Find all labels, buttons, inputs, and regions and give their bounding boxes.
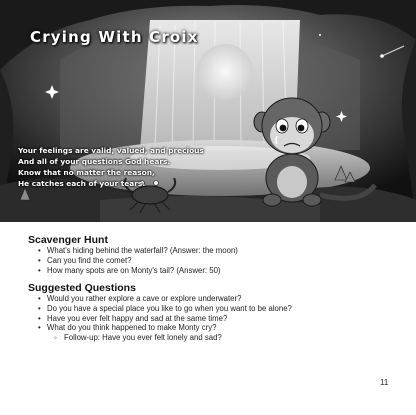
list-item: • How many spots are on Monty's tail? (Answer: 50)	[38, 266, 398, 276]
poem-line: Know that no matter the reason,	[18, 168, 155, 177]
page-number: 11	[380, 378, 389, 387]
list-item: • What's hiding behind the waterfall? (Answer: the moon)	[38, 246, 398, 256]
list-item: • Do you have a special place you like to go when you want to be alone?	[38, 304, 398, 314]
scavenger-hunt-list	[28, 246, 398, 276]
list-item: • Can you find the comet?	[38, 256, 398, 266]
poem-line: Your feelings are valid, valued, and precious	[18, 146, 204, 155]
list-sub-item: ◦ Follow-up: Have you ever felt lonely and sad?	[38, 333, 398, 343]
activity-section	[28, 234, 398, 343]
list-item: • Have you ever felt happy and sad at the same time?	[38, 314, 398, 324]
scavenger-hunt-heading: Scavenger Hunt	[28, 234, 108, 246]
suggested-questions-heading: Suggested Questions	[28, 281, 136, 294]
suggested-questions-list	[28, 294, 398, 344]
poem-text	[18, 145, 238, 189]
list-item: • Would you rather explore a cave or explore underwater?	[38, 294, 398, 304]
page-title: Crying With Croix	[30, 28, 199, 46]
poem-line: And all of your questions God hears.	[18, 157, 171, 166]
list-item: • What do you think happened to make Monty cry?	[38, 323, 398, 333]
poem-line: He catches each of your tears.	[18, 179, 146, 188]
moon-shape	[197, 44, 253, 100]
